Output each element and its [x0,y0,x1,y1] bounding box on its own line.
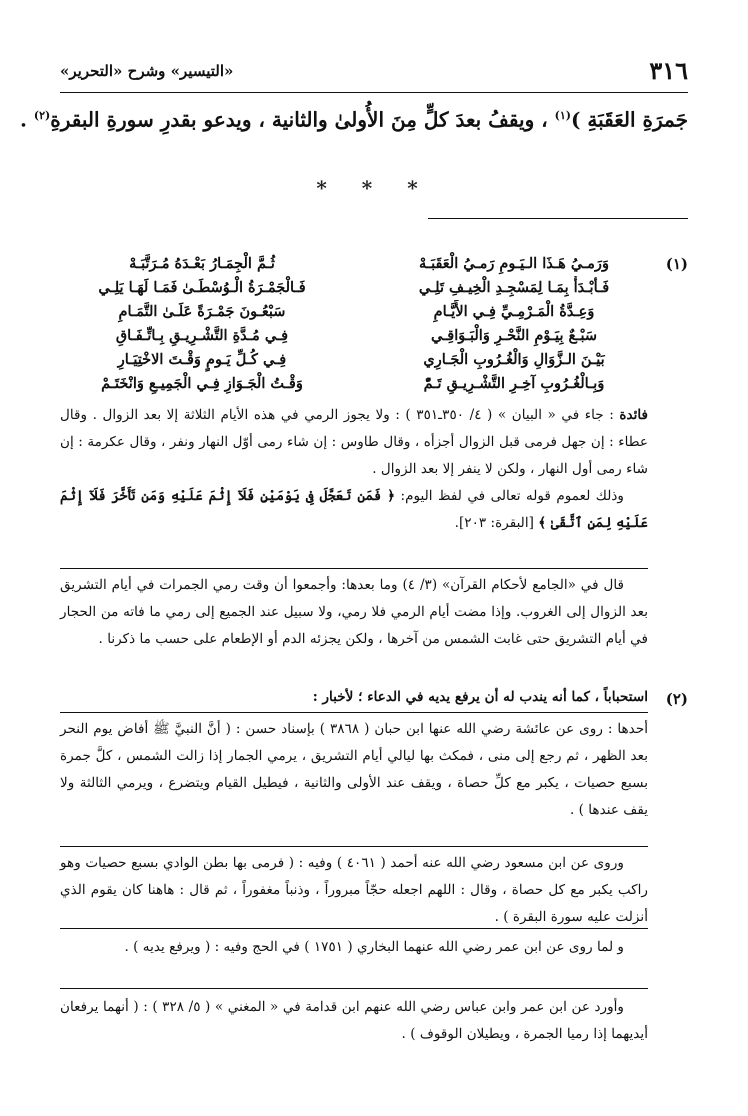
poem-verse [68,252,648,276]
verse-second-hemistich: فِـي كُـلِّ يَـومٍ وَقْـتَ الاخْتِيَـارِ [117,351,287,368]
main-text [19,96,688,140]
block-rule [60,988,648,989]
footnote-1-marker: (١) [665,255,688,273]
hadith-1: أحدها : روى عن عائشة رضي الله عنها ابن حبان ( ٣٨٦٨ ) بإسناد حسن : ( أنَّ النبيَّ ﷺ أفاض يوم النحر بعد الظهر ، ثم رجع إلى منى ، فمكث بها ليالي أيام التشريق ، يرمي الجمار إذا زالت الشمس ، كلَّ جمرة بسبع حصيات ، يكبر مع كلِّ حصاة ، ويقف عند الأولى والثانية ، فيطيل القيام ويتضرع ، ويرمي الثالثة ولا يقف عندها ) . [60,721,648,818]
verse-second-hemistich: وَقْـتُ الْجَـوَازِ فِـي الْجَمِيـعِ وَانْخَتَـمْ [101,375,303,392]
verse-first-hemistich: فَـأبْـدَأْ بِمَـا لِمَسْجِـدِ الْخِيـفِ تَلِـي [418,279,610,296]
footnote-2-marker: (٢) [665,690,688,708]
hadith-2-block [60,850,648,931]
block-rule [60,846,648,847]
footnote-1-notes [60,402,648,537]
quran-reference: [البقرة: ٢٠٣]. [454,515,539,531]
quran-verse: ﴿ فَمَن تَعَجَّلَ فِى يَوْمَيْنِ فَلَآ إِثْمَ عَلَيْهِ وَمَن تَأَخَّرَ فَلَآ إِثْمَ عَلَيْهِ لِمَنِ ٱتَّقَىٰ ﴾ [60,488,648,531]
main-text-start: جَمرَةِ العَقَبَةِ ) [570,107,688,132]
footnote-2-intro: استحباباً ، كما أنه يندب له أن يرفع يديه في الدعاء ؛ لأخبار : [312,689,648,705]
hadith-2: وروى عن ابن مسعود رضي الله عنه أحمد ( ٤٠٦١ ) وفيه : ( فرمى بها بطن الوادي بسبع حصيات وهو راكب يكبر مع كل حصاة ، وقال : اللهم اجعله حجّاً مبروراً ، وذنباً مغفوراً ، ثم قال : هاهنا كان يقوم الذي أنزلت عليه سورة البقرة ) . [60,855,648,925]
verse-first-hemistich: وَبِـالْغُـرُوبِ آخِـرِ التَّشْـرِيـقِ تَـمّْ [423,375,605,392]
jami-paragraph: قال في «الجامع لأحكام القرآن» (٣/ ٤) وما بعدها: وأجمعوا أن وقت رمي الجمرات في أيام التشريق بعد الزوال إلى الغروب. وإذا مضت أيام الرمي فلا رمي، ولا سبيل عند الجميع إلى رمي ما فاته من الحجار في أيام التشريق حتى غابت الشمس من آخرها ، ولكن يجزئه الدم أو الإطعام على حسب ما ذكرنا . [60,577,648,647]
poem [68,252,648,396]
verse-second-hemistich: فَـالْجَمْـرَةُ الْـوُسْطَـىٰ فَمَـا لَهَـا يَلِـي [98,279,306,296]
block-rule [60,712,648,713]
page-number: ٣١٦ [649,56,688,85]
verse-first-hemistich: بَيْـنَ الـزَّوَالِ وَالْغُـرُوبِ الْجَـارِي [423,351,605,368]
block-rule [60,928,648,929]
verse-intro: وذلك لعموم قوله تعالى في لفظ اليوم: [395,488,624,504]
benefit-paragraph [60,402,648,483]
poem-verse [68,348,648,372]
footnote-rule [428,218,688,219]
verse-first-hemistich: سَبْـعٌ بِيَـوْمِ النَّحْـرِ وَالْبَـوَاقِـي [430,327,598,344]
poem-verse [68,324,648,348]
verse-second-hemistich: سَبْعُـونَ جَمْـرَةً عَلَـىٰ التَّمَـامِ [118,303,286,320]
hadith-4: وأورد عن ابن عمر وابن عباس رضي الله عنهم ابن قدامة في « المغني » ( ٥/ ٣٢٨ ) : ( أنهما يرفعان أيديهما إذا رميا الجمرة ، ويطيلان الوقوف ) . [60,999,648,1042]
page-header [60,56,688,90]
footnote-ref-1: (١) [554,109,571,122]
verse-paragraph [60,483,648,537]
poem-verse [68,300,648,324]
footnote-2-intro-block [60,684,648,711]
poem-verse [68,372,648,396]
header-rule [60,92,688,93]
benefit-text: : جاء في « البيان » ( ٤/ ٣٥٠ـ٣٥١ ) : ولا يجوز الرمي في هذه الأيام الثلاثة إلا بعد الزوال . وقال عطاء : إن جهل فرمى قبل الزوال أجزأه ، وقال طاوس : إن شاء رمى أوّل النهار ونفر ، وقال عكرمة : إن شاء رمى أول النهار ، ولكن لا ينفر إلا بعد الزوال . [60,407,648,477]
verse-first-hemistich: وَعِـدَّةُ الْمَـرْمِـيِّ فِـي الأَيَّـامِ [433,303,595,320]
verse-second-hemistich: فِـي مُـدَّةِ التَّشْـرِيـقِ بِـاتِّـفَـاقِ [115,327,289,344]
benefit-label: فائدة [619,407,649,423]
main-text-end: . [19,107,34,132]
hadith-3: و لما روى عن ابن عمر رضي الله عنهما البخاري ( ١٧٥١ ) في الحج وفيه : ( ويرفع يديه ) . [124,939,624,955]
running-title: «التيسير» وشرح «التحرير» [60,62,234,80]
poem-verse [68,276,648,300]
main-text-middle: ، ويقفُ بعدَ كلٍّ مِنَ الأُولىٰ والثانية ، ويدعو بقدرِ سورةِ البقرةِ [50,107,555,132]
verse-second-hemistich: ثُـمَّ الْجِمَـارُ بَعْـدَهُ مُـرَتَّبَـهْ [129,255,275,272]
hadith-4-block [60,994,648,1048]
verse-first-hemistich: وَرَمـيُ هَـذَا الـيَـومِ رَمـيُ الْعَقَبَـهْ [419,255,609,272]
section-separator: * * * [316,176,432,200]
hadith-3-block [60,934,648,961]
block-rule [60,568,648,569]
hadith-1-block [60,716,648,824]
footnote-ref-2: (٢) [33,109,51,122]
jami-quote [60,572,648,653]
